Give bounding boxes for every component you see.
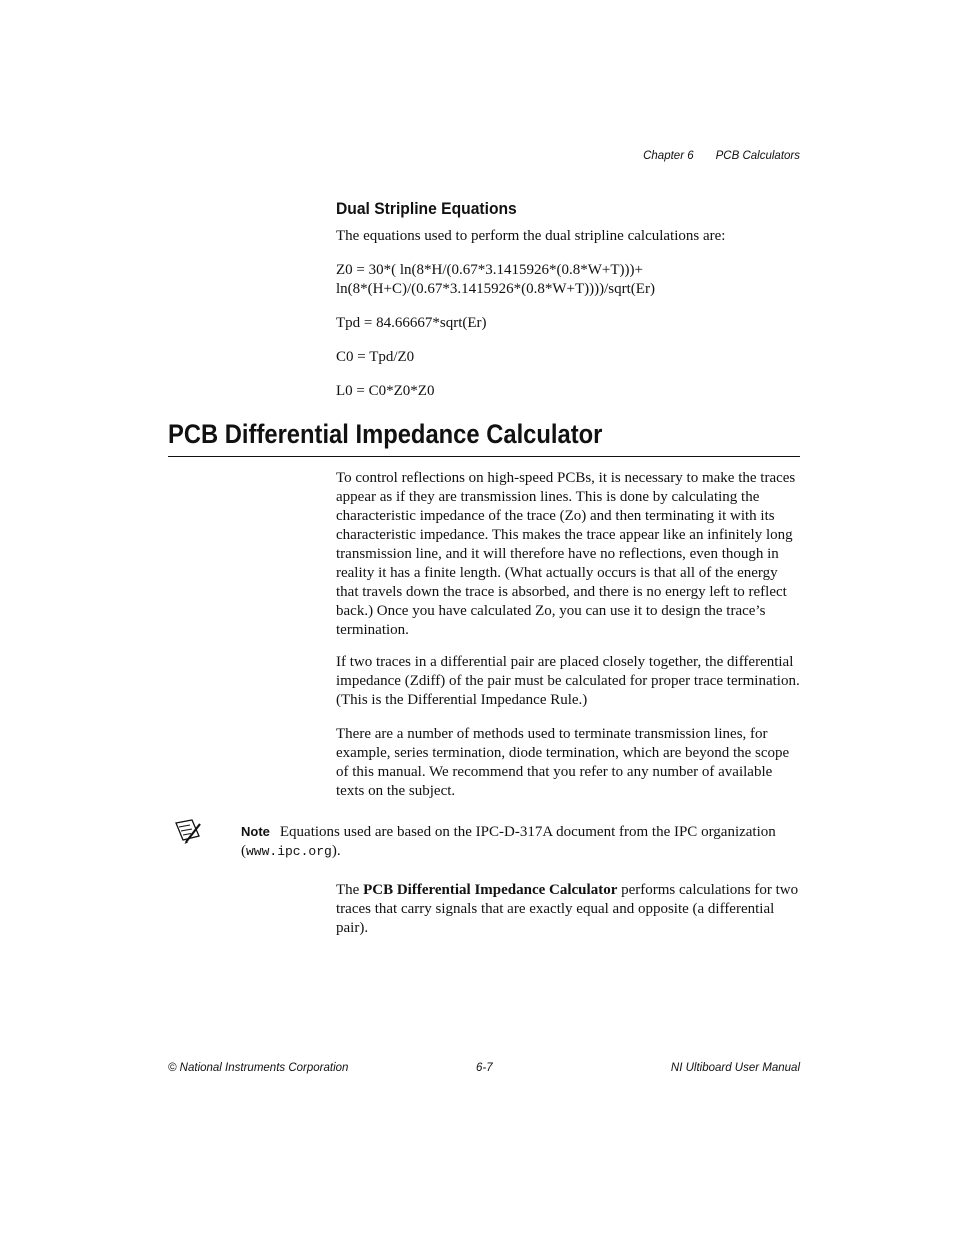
dual-stripline-intro: The equations used to perform the dual stripline calculations are: bbox=[336, 228, 726, 244]
equation-c0: C0 = Tpd/Z0 bbox=[336, 349, 415, 365]
note-close-paren: ). bbox=[331, 843, 341, 859]
running-header bbox=[640, 150, 800, 162]
footer-page-number: 6-7 bbox=[476, 1062, 493, 1074]
equation-z0-line2: ln(8*(H+C)/(0.67*3.1415926*(0.8*W+T))))/sqrt(Er) bbox=[336, 281, 655, 297]
section-title: PCB Differential Impedance Calculator bbox=[168, 419, 603, 449]
note-pencil-icon bbox=[172, 816, 204, 846]
note-block bbox=[241, 822, 801, 861]
paragraph-differential-pair: If two traces in a differential pair are placed closely together, the differential impedance (Zdiff) of the pair must be calculated for proper trace termination. (This is the Differential Impedance Rule.) bbox=[336, 654, 800, 708]
calculator-name: PCB Differential Impedance Calculator bbox=[363, 882, 618, 898]
note-text: Equations used are based on the IPC-D-317A document from the IPC organization bbox=[279, 824, 776, 840]
note-url-line bbox=[241, 842, 801, 861]
footer-manual-title: NI Ultiboard User Manual bbox=[670, 1062, 800, 1074]
header-chapter: Chapter 6 bbox=[643, 150, 694, 162]
equation-tpd: Tpd = 84.66667*sqrt(Er) bbox=[336, 315, 487, 331]
paragraph-termination-methods: There are a number of methods used to terminate transmission lines, for example, series termination, diode termination, which are beyond the scope of this manual. We recommend that you refer to any number of available texts on the subject. bbox=[336, 726, 790, 799]
ipc-url-link[interactable]: www.ipc.org bbox=[246, 844, 332, 859]
header-section: PCB Calculators bbox=[715, 150, 800, 162]
equation-l0: L0 = C0*Z0*Z0 bbox=[336, 383, 435, 399]
note-label: Note bbox=[241, 824, 270, 839]
paragraph-reflections: To control reflections on high-speed PCBs, it is necessary to make the traces appear as if they are transmission lines. This is done by calculating the characteristic impedance of the trace (Zo) and then terminating it with its characteristic impedance. This makes the trace appear like an infinitely long transmission line, and it will therefore have no reflections, even though in reality it has a finite length. (What actually occurs is that all of the energy that travels down the trace is absorbed, and there is no energy left to reflect back.) Once you have calculated Zo, you can use it to design the trace’s termination. bbox=[336, 470, 796, 638]
paragraph-calculator-description bbox=[336, 881, 801, 938]
para4-pre: The bbox=[336, 882, 364, 898]
equation-z0-line1: Z0 = 30*( ln(8*H/(0.67*3.1415926*(0.8*W+T)))+ bbox=[336, 262, 643, 278]
equation-z0 bbox=[336, 261, 801, 299]
section-rule bbox=[168, 456, 800, 457]
para4-post: performs calculations for two traces that carry signals that are exactly equal and opposite (a differential pair). bbox=[336, 882, 799, 936]
dual-stripline-heading: Dual Stripline Equations bbox=[336, 199, 517, 218]
footer-copyright: © National Instruments Corporation bbox=[168, 1062, 349, 1074]
note-open-paren: ( bbox=[241, 843, 246, 859]
note-line bbox=[241, 822, 801, 842]
